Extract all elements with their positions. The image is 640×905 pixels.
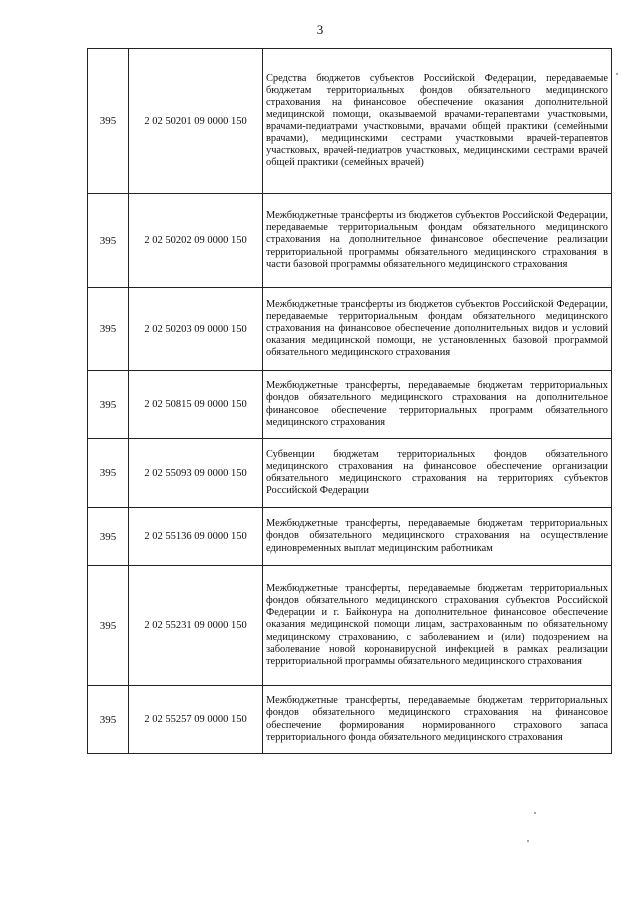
description-cell: Субвенции бюджетам территориальных фондов обязательного медицинского страхования на финансовое обеспечение организации обязательного медицинского страхования на территориях субъектов Российской Федерации <box>263 439 612 508</box>
description-cell: Межбюджетные трансферты из бюджетов субъектов Российской Федерации, передаваемые территориальным фондам обязательного медицинского страхования на дополнительное финансовое обеспечение реализации территориальной программы обязательного медицинского страхования в части базовой программы обязательного медицинского страхования <box>263 194 612 288</box>
scan-speck <box>534 812 536 814</box>
admin-code-cell: 395 <box>88 371 129 439</box>
budget-code-cell: 2 02 55231 09 0000 150 <box>129 566 263 686</box>
admin-code-cell: 395 <box>88 49 129 194</box>
budget-code-cell: 2 02 50203 09 0000 150 <box>129 288 263 371</box>
budget-classification-table <box>87 48 612 754</box>
scan-speck <box>616 73 618 75</box>
description-cell: Межбюджетные трансферты, передаваемые бюджетам территориальных фондов обязательного медицинского страхования на дополнительное финансовое обеспечение территориальных программ обязательного медицинского страхования <box>263 371 612 439</box>
table-row <box>88 686 612 754</box>
admin-code-cell: 395 <box>88 566 129 686</box>
budget-code-cell: 2 02 55093 09 0000 150 <box>129 439 263 508</box>
table-row <box>88 371 612 439</box>
admin-code-cell: 395 <box>88 439 129 508</box>
description-cell: Межбюджетные трансферты, передаваемые бюджетам территориальных фондов обязательного медицинского страхования на финансовое обеспечение формирования нормированного страхового запаса территориального фонда обязательного медицинского страхования <box>263 686 612 754</box>
description-cell: Межбюджетные трансферты из бюджетов субъектов Российской Федерации, передаваемые территориальным фондам обязательного медицинского страхования на финансовое обеспечение дополнительных видов и условий оказания медицинской помощи, не установленных базовой программой обязательного медицинского страхования <box>263 288 612 371</box>
table-row <box>88 288 612 371</box>
description-cell: Межбюджетные трансферты, передаваемые бюджетам территориальных фондов обязательного медицинского страхования на осуществление единовременных выплат медицинским работникам <box>263 508 612 566</box>
budget-code-cell: 2 02 55257 09 0000 150 <box>129 686 263 754</box>
admin-code-cell: 395 <box>88 288 129 371</box>
budget-code-cell: 2 02 55136 09 0000 150 <box>129 508 263 566</box>
table-row <box>88 439 612 508</box>
admin-code-cell: 395 <box>88 194 129 288</box>
table-row <box>88 49 612 194</box>
admin-code-cell: 395 <box>88 686 129 754</box>
table-row <box>88 566 612 686</box>
admin-code-cell: 395 <box>88 508 129 566</box>
description-cell: Средства бюджетов субъектов Российской Федерации, передаваемые бюджетам территориальных фондов обязательного медицинского страхования на финансовое обеспечение оказания дополнительной медицинской помощи, оказываемой врачами-терапевтами участковыми, врачами-педиатрами участковыми, врачами общей практики (семейными врачами), медицинскими сестрами участковыми врачей-терапевтов участковых, врачей-педиатров участковых, медицинскими сестрами врачей общей практики (семейных врачей) <box>263 49 612 194</box>
budget-code-cell: 2 02 50202 09 0000 150 <box>129 194 263 288</box>
description-cell: Межбюджетные трансферты, передаваемые бюджетам территориальных фондов обязательного медицинского страхования субъектов Российской Федерации и г. Байконура на дополнительное финансовое обеспечение оказания медицинской помощи лицам, застрахованным по обязательному медицинскому страхованию, с заболеванием и (или) подозрением на заболевание новой коронавирусной инфекцией в рамках реализации территориальной программы обязательного медицинского страхования <box>263 566 612 686</box>
table-row <box>88 508 612 566</box>
budget-code-cell: 2 02 50815 09 0000 150 <box>129 371 263 439</box>
page-number: 3 <box>316 22 324 37</box>
budget-code-cell: 2 02 50201 09 0000 150 <box>129 49 263 194</box>
scan-speck <box>527 840 529 842</box>
table-row <box>88 194 612 288</box>
